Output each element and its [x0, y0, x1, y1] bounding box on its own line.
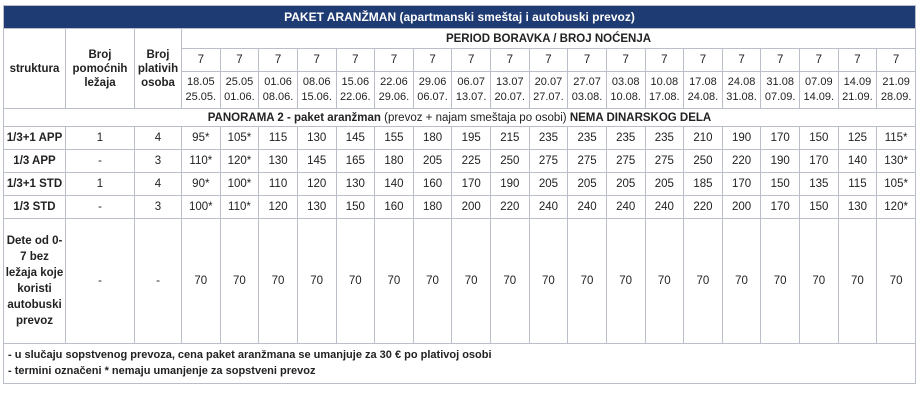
date-range-cell	[722, 72, 761, 109]
price-cell: 145	[297, 150, 336, 173]
nights-cell: 7	[606, 49, 645, 72]
date-range-cell	[800, 72, 839, 109]
date-start: 20.07	[534, 76, 563, 88]
nights-cell: 7	[838, 49, 877, 72]
price-cell: 205	[529, 173, 568, 196]
row-aux-beds: -	[66, 196, 135, 219]
date-start: 27.07	[573, 76, 601, 88]
header-broj-pomocnih: Broj pomoćnih ležaja	[66, 29, 135, 109]
date-range-cell	[413, 72, 452, 109]
date-start: 01.06	[264, 76, 292, 88]
price-cell: 205	[413, 150, 452, 173]
date-end: 13.07.	[455, 91, 487, 103]
price-cell: 125	[838, 127, 877, 150]
price-table-container	[3, 5, 916, 384]
price-cell: 130	[838, 196, 877, 219]
price-cell: 70	[761, 219, 800, 344]
row-structure: 1/3+1 APP	[4, 127, 66, 150]
price-cell: 105*	[220, 127, 259, 150]
price-cell: 205	[645, 173, 684, 196]
price-cell: 180	[413, 127, 452, 150]
price-cell: 115	[259, 127, 298, 150]
price-cell: 220	[722, 150, 761, 173]
date-range-cell	[877, 72, 916, 109]
date-start: 24.08	[727, 76, 756, 88]
nights-cell: 7	[220, 49, 259, 72]
row-paying-persons: 4	[135, 127, 182, 150]
date-range-cell	[568, 72, 607, 109]
price-cell: 100*	[182, 196, 221, 219]
table-row	[4, 127, 916, 150]
row-structure: 1/3 APP	[4, 150, 66, 173]
date-end: 20.07.	[494, 91, 526, 103]
table-title: PAKET ARANŽMAN (apartmanski smeštaj i autobuski prevoz)	[4, 6, 916, 29]
date-range-cell	[491, 72, 530, 109]
date-range-cell	[375, 72, 414, 109]
price-table	[3, 5, 916, 384]
price-cell: 70	[491, 219, 530, 344]
price-cell: 70	[375, 219, 414, 344]
section-left: PANORAMA 2 - paket aranžman	[207, 111, 381, 124]
price-cell: 95*	[182, 127, 221, 150]
price-cell: 115*	[877, 127, 916, 150]
price-cell: 190	[761, 150, 800, 173]
price-cell: 190	[491, 173, 530, 196]
price-cell: 140	[838, 150, 877, 173]
header-broj-plativih: Broj plativih osoba	[135, 29, 182, 109]
date-start: 13.07	[496, 76, 524, 88]
nights-cell: 7	[529, 49, 568, 72]
row-paying-persons: 4	[135, 173, 182, 196]
nights-cell: 7	[722, 49, 761, 72]
price-cell: 70	[336, 219, 375, 344]
nights-cell: 7	[182, 49, 221, 72]
price-cell: 205	[606, 173, 645, 196]
nights-cell: 7	[375, 49, 414, 72]
date-end: 27.07.	[533, 91, 564, 103]
price-cell: 190	[722, 127, 761, 150]
price-cell: 70	[800, 219, 839, 344]
price-cell: 70	[877, 219, 916, 344]
price-cell: 160	[375, 196, 414, 219]
date-range-cell	[336, 72, 375, 109]
date-start: 14.09	[843, 76, 872, 88]
price-cell: 150	[761, 173, 800, 196]
price-cell: 115	[838, 173, 877, 196]
price-cell: 195	[452, 127, 491, 150]
date-start: 08.06	[302, 76, 331, 88]
date-end: 29.06.	[378, 91, 410, 103]
date-range-cell	[684, 72, 723, 109]
price-cell: 220	[684, 196, 723, 219]
section-header	[4, 109, 916, 127]
price-cell: 275	[568, 150, 607, 173]
table-row	[4, 196, 916, 219]
price-cell: 240	[568, 196, 607, 219]
price-cell: 240	[606, 196, 645, 219]
date-end: 07.09.	[764, 91, 796, 103]
price-cell: 275	[529, 150, 568, 173]
note-2: - termini označeni * nemaju umanjenje za sopstveni prevoz	[8, 365, 316, 377]
price-cell: 70	[182, 219, 221, 344]
table-row	[4, 150, 916, 173]
price-cell: 120*	[877, 196, 916, 219]
price-cell: 185	[684, 173, 723, 196]
price-cell: 235	[568, 127, 607, 150]
date-range-cell	[645, 72, 684, 109]
price-cell: 145	[336, 127, 375, 150]
price-cell: 200	[722, 196, 761, 219]
date-end: 24.08.	[687, 91, 719, 103]
price-cell: 150	[800, 196, 839, 219]
price-cell: 225	[452, 150, 491, 173]
date-range-cell	[606, 72, 645, 109]
price-cell: 70	[722, 219, 761, 344]
nights-cell: 7	[336, 49, 375, 72]
price-cell: 205	[568, 173, 607, 196]
date-start: 22.06	[380, 76, 408, 88]
date-start: 25.05	[225, 76, 254, 88]
section-right: NEMA DINARSKOG DELA	[569, 111, 712, 124]
date-end: 10.08.	[610, 91, 641, 103]
price-cell: 180	[413, 196, 452, 219]
price-cell: 150	[336, 196, 375, 219]
price-cell: 215	[491, 127, 530, 150]
nights-cell: 7	[645, 49, 684, 72]
price-cell: 70	[529, 219, 568, 344]
date-start: 18.05	[187, 76, 215, 88]
date-end: 06.07.	[417, 91, 448, 103]
price-cell: 120	[259, 196, 298, 219]
notes-cell	[4, 344, 916, 384]
price-cell: 100*	[220, 173, 259, 196]
date-end: 15.06.	[301, 91, 332, 103]
nights-cell: 7	[684, 49, 723, 72]
price-cell: 130	[297, 196, 336, 219]
note-1: - u slučaju sopstvenog prevoza, cena paket aranžmana se umanjuje za 30 € po plativoj osobi	[8, 349, 492, 361]
table-row	[4, 173, 916, 196]
price-cell: 240	[645, 196, 684, 219]
table-row-child	[4, 219, 916, 344]
price-cell: 235	[529, 127, 568, 150]
row-aux-beds: -	[66, 150, 135, 173]
price-cell: 70	[297, 219, 336, 344]
child-aux-beds: -	[66, 219, 135, 344]
price-cell: 70	[838, 219, 877, 344]
price-cell: 70	[645, 219, 684, 344]
nights-cell: 7	[568, 49, 607, 72]
header-struktura: struktura	[4, 29, 66, 109]
row-structure: 1/3 STD	[4, 196, 66, 219]
price-cell: 105*	[877, 173, 916, 196]
date-range-cell	[761, 72, 800, 109]
price-cell: 150	[800, 127, 839, 150]
price-cell: 165	[336, 150, 375, 173]
row-aux-beds: 1	[66, 173, 135, 196]
date-start: 21.09	[882, 76, 910, 88]
price-cell: 250	[491, 150, 530, 173]
price-cell: 170	[761, 127, 800, 150]
nights-cell: 7	[800, 49, 839, 72]
section-middle: (prevoz + najam smeštaja po osobi)	[384, 111, 567, 124]
date-range-cell	[529, 72, 568, 109]
child-structure: Dete od 0-7 bez ležaja koje koristi autobuski prevoz	[4, 219, 66, 344]
row-paying-persons: 3	[135, 196, 182, 219]
price-cell: 170	[800, 150, 839, 173]
price-cell: 130	[297, 127, 336, 150]
date-start: 31.08	[766, 76, 794, 88]
price-cell: 170	[722, 173, 761, 196]
nights-cell: 7	[452, 49, 491, 72]
date-range-cell	[838, 72, 877, 109]
price-cell: 170	[452, 173, 491, 196]
date-range-cell	[452, 72, 491, 109]
date-start: 15.06	[341, 76, 370, 88]
date-range-cell	[259, 72, 298, 109]
row-paying-persons: 3	[135, 150, 182, 173]
row-aux-beds: 1	[66, 127, 135, 150]
price-cell: 275	[606, 150, 645, 173]
price-cell: 70	[259, 219, 298, 344]
date-end: 22.06.	[340, 91, 371, 103]
date-end: 03.08.	[571, 91, 603, 103]
price-cell: 170	[761, 196, 800, 219]
price-cell: 70	[568, 219, 607, 344]
price-cell: 235	[606, 127, 645, 150]
date-start: 10.08	[650, 76, 679, 88]
nights-cell: 7	[297, 49, 336, 72]
price-cell: 70	[220, 219, 259, 344]
date-end: 08.06.	[262, 91, 294, 103]
header-period: PERIOD BORAVKA / BROJ NOĆENJA	[182, 29, 916, 49]
nights-cell: 7	[413, 49, 452, 72]
row-structure: 1/3+1 STD	[4, 173, 66, 196]
price-cell: 275	[645, 150, 684, 173]
date-end: 01.06.	[224, 91, 255, 103]
price-cell: 110	[259, 173, 298, 196]
date-start: 07.09	[805, 76, 833, 88]
date-end: 25.05.	[185, 91, 217, 103]
price-cell: 70	[452, 219, 491, 344]
price-cell: 130	[336, 173, 375, 196]
date-start: 29.06	[418, 76, 447, 88]
price-cell: 70	[684, 219, 723, 344]
date-start: 03.08	[611, 76, 640, 88]
date-end: 31.08.	[726, 91, 757, 103]
date-end: 21.09.	[842, 91, 873, 103]
price-cell: 70	[606, 219, 645, 344]
nights-cell: 7	[877, 49, 916, 72]
date-end: 28.09.	[880, 91, 912, 103]
price-cell: 130	[259, 150, 298, 173]
price-cell: 120*	[220, 150, 259, 173]
price-cell: 135	[800, 173, 839, 196]
price-cell: 120	[297, 173, 336, 196]
date-start: 17.08	[689, 76, 717, 88]
price-cell: 210	[684, 127, 723, 150]
date-range-cell	[182, 72, 221, 109]
date-end: 14.09.	[803, 91, 835, 103]
nights-cell: 7	[491, 49, 530, 72]
price-cell: 130*	[877, 150, 916, 173]
price-cell: 90*	[182, 173, 221, 196]
date-range-cell	[297, 72, 336, 109]
price-cell: 240	[529, 196, 568, 219]
nights-cell: 7	[761, 49, 800, 72]
date-range-cell	[220, 72, 259, 109]
price-cell: 155	[375, 127, 414, 150]
price-cell: 180	[375, 150, 414, 173]
date-start: 06.07	[457, 76, 485, 88]
price-cell: 200	[452, 196, 491, 219]
price-cell: 250	[684, 150, 723, 173]
price-cell: 110*	[182, 150, 221, 173]
price-cell: 140	[375, 173, 414, 196]
price-cell: 70	[413, 219, 452, 344]
price-cell: 110*	[220, 196, 259, 219]
price-cell: 235	[645, 127, 684, 150]
child-paying-persons: -	[135, 219, 182, 344]
price-cell: 220	[491, 196, 530, 219]
price-cell: 160	[413, 173, 452, 196]
nights-cell: 7	[259, 49, 298, 72]
date-end: 17.08.	[649, 91, 680, 103]
